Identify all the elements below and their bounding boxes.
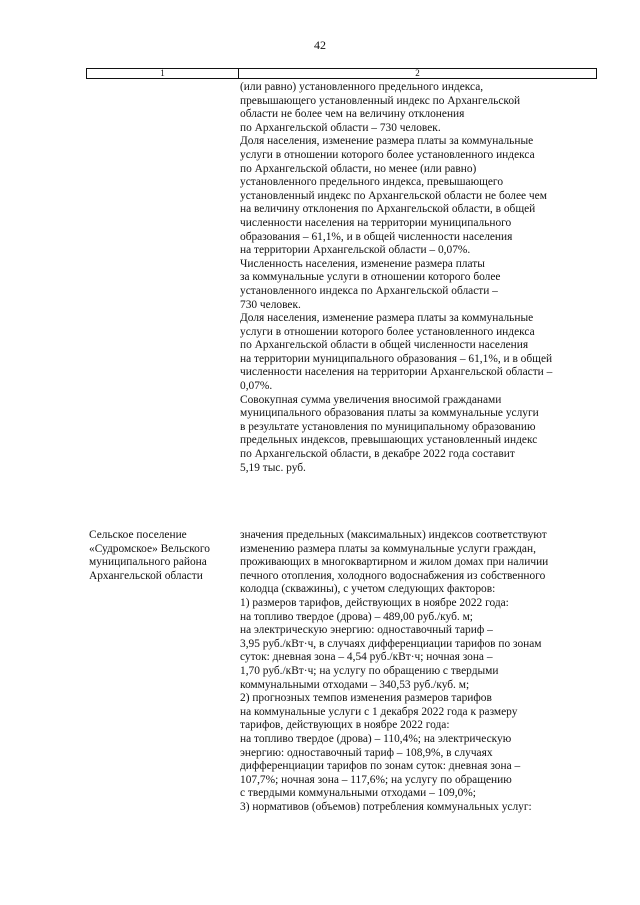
text-line: 1,70 руб./кВт·ч; на услугу по обращению с твердыми — [240, 664, 499, 677]
text-line: суток: дневная зона – 4,54 руб./кВт·ч; ночная зона – — [240, 651, 493, 664]
text-line: изменению размера платы за коммунальные услуги граждан, — [240, 542, 536, 555]
text-line: за коммунальные услуги в отношении которого более — [240, 271, 501, 284]
text-line: численности населения на территории Архангельской области – — [240, 366, 553, 379]
text-line: значения предельных (максимальных) индексов соответствуют — [240, 529, 547, 541]
municipality-name — [89, 529, 239, 583]
text-line: образования – 61,1%, и в общей численности населения — [240, 230, 513, 243]
text-line: коммунальными отходами – 340,53 руб./куб. м; — [240, 678, 470, 691]
text-line: 0,07%. — [240, 380, 273, 393]
text-line: 2) прогнозных темпов изменения размеров тарифов — [240, 692, 492, 705]
text-line: численности населения на территории муниципального — [240, 216, 512, 229]
text-line: услуги в отношении которого более установленного индекса — [240, 325, 535, 338]
text-line: 730 человек. — [240, 298, 301, 311]
municipality-line: Сельское поселение — [89, 529, 187, 541]
text-line: на топливо твердое (дрова) – 110,4%; на электрическую — [240, 732, 512, 745]
text-line: с твердыми коммунальными отходами – 109,0%; — [240, 787, 476, 800]
text-line: по Архангельской области – 730 человек. — [240, 121, 441, 134]
text-line: по Архангельской области, в декабре 2022 года составит — [240, 448, 515, 461]
text-line: Доля населения, изменение размера платы за коммунальные — [240, 312, 534, 325]
text-line: на территории муниципального образования – 61,1%, и в общей — [240, 352, 553, 365]
text-line: муниципального образования платы за коммунальные услуги — [240, 407, 539, 420]
text-line: 5,19 тыс. руб. — [240, 461, 306, 474]
text-line: на электрическую энергию: одноставочный тариф – — [240, 624, 493, 637]
text-line: на территории Архангельской области – 0,07%. — [240, 244, 471, 257]
text-line: печного отопления, холодного водоснабжения из собственного — [240, 569, 546, 582]
text-line: проживающих в многоквартирном и жилом домах при наличии — [240, 556, 549, 569]
text-line: Доля населения, изменение размера платы за коммунальные — [240, 135, 534, 148]
table-column-header — [86, 68, 597, 79]
text-line: 107,7%; ночная зона – 117,6%; на услугу по обращению — [240, 773, 512, 786]
text-line: 3,95 руб./кВт·ч, в случаях дифференциации тарифов по зонам — [240, 637, 542, 650]
text-line: на коммунальные услуги с 1 декабря 2022 года к размеру — [240, 705, 518, 718]
text-line: на величину отклонения по Архангельской области, в общей — [240, 203, 536, 216]
text-line: превышающего установленный индекс по Архангельской — [240, 94, 521, 107]
text-line: 1) размеров тарифов, действующих в ноябре 2022 года: — [240, 596, 509, 609]
text-line: услуги в отношении которого более установленного индекса — [240, 148, 535, 161]
text-line: тарифов, действующих в ноябре 2022 года: — [240, 719, 450, 732]
column-header-1: 1 — [87, 69, 239, 78]
index-description-text — [240, 529, 600, 814]
text-line: энергию: одноставочный тариф – 108,9%, в случаях — [240, 746, 493, 759]
text-line: установленный индекс по Архангельской области не более чем — [240, 189, 547, 202]
text-line: 3) нормативов (объемов) потребления коммунальных услуг: — [240, 800, 532, 813]
text-line: установленного предельного индекса, превышающего — [240, 176, 504, 189]
municipality-line: муниципального района — [89, 556, 207, 569]
text-line: по Архангельской области, но менее (или равно) — [240, 162, 477, 175]
text-line: колодца (скважины), с учетом следующих факторов: — [240, 583, 496, 596]
text-line: Совокупная сумма увеличения вносимой гражданами — [240, 393, 502, 406]
text-line: дифференциации тарифов по зонам суток: дневная зона – — [240, 760, 521, 773]
municipality-line: «Судромское» Вельского — [89, 542, 210, 555]
text-line: предельных индексов, превышающих установленный индекс — [240, 434, 538, 447]
page-number: 42 — [314, 38, 326, 52]
text-line: на топливо твердое (дрова) – 489,00 руб./куб. м; — [240, 610, 473, 623]
text-line: области не более чем на величину отклонения — [240, 108, 465, 121]
municipality-line: Архангельской области — [89, 569, 203, 582]
column-header-2: 2 — [415, 68, 420, 78]
text-line: установленного индекса по Архангельской области – — [240, 284, 498, 297]
text-line: Численность населения, изменение размера платы — [240, 257, 485, 270]
previous-entry-text — [240, 81, 600, 475]
text-line: (или равно) установленного предельного индекса, — [240, 81, 484, 93]
text-line: в результате установления по муниципальному образованию — [240, 420, 536, 433]
text-line: по Архангельской области в общей численности населения — [240, 339, 529, 352]
